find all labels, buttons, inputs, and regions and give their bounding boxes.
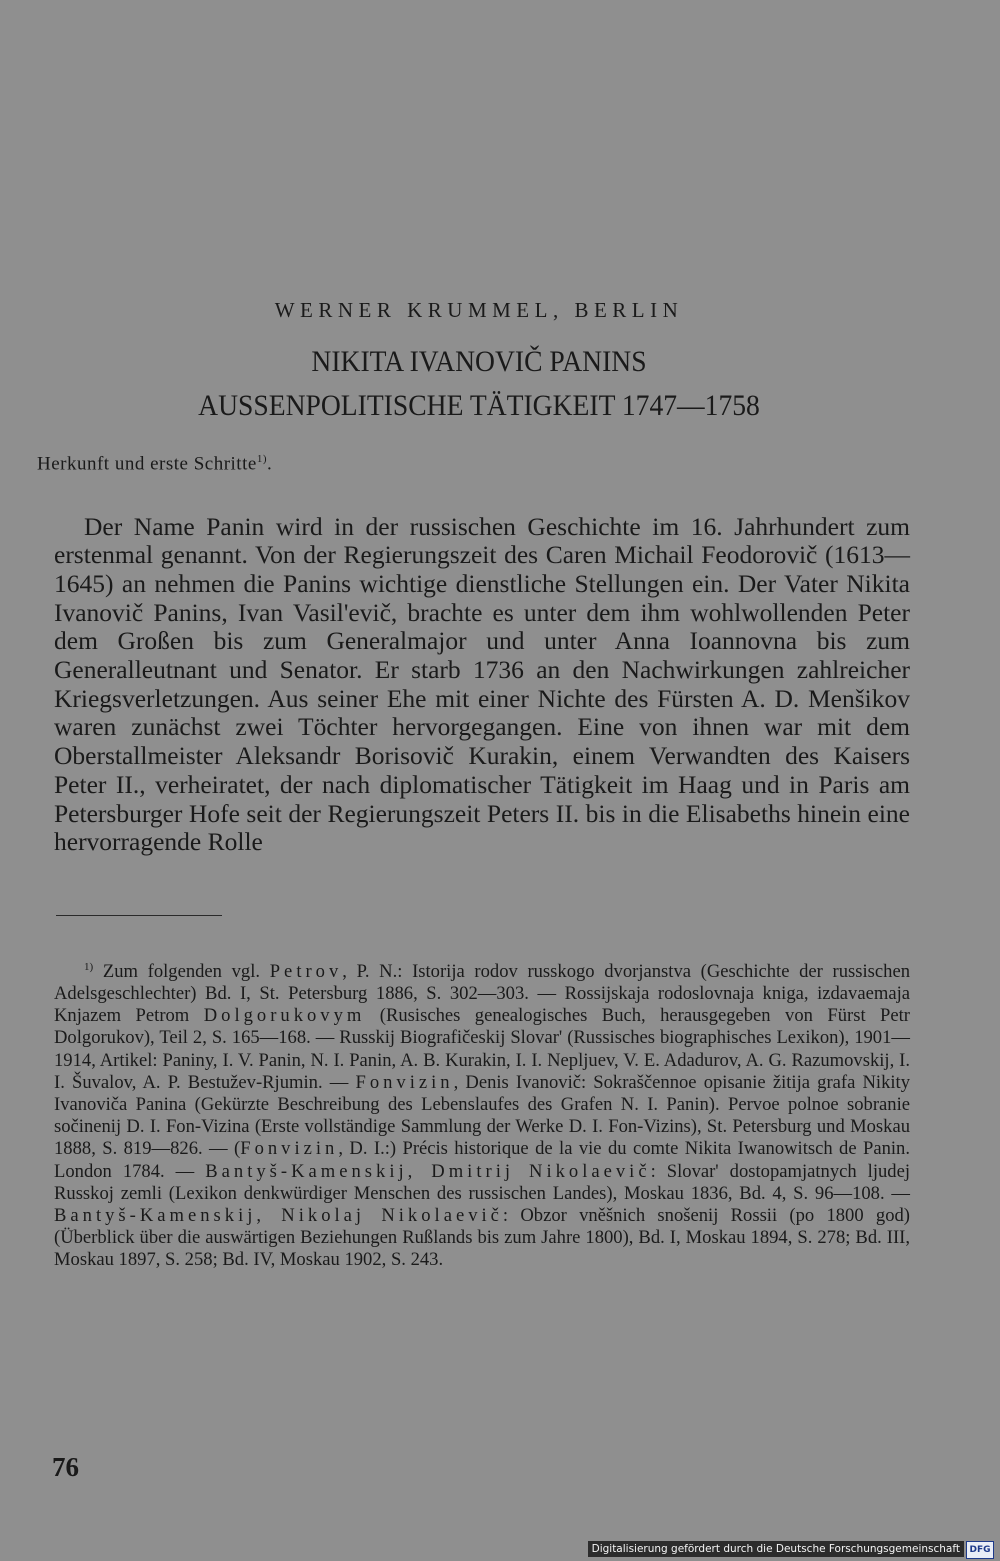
page-number: 76 <box>52 1452 79 1482</box>
footnote-author-name: Petrov <box>269 960 343 982</box>
article-title <box>38 340 919 428</box>
digitization-credit: Digitalisierung gefördert durch die Deutsche Forschungsgemeinschaft <box>588 1541 964 1557</box>
footnote-text <box>54 961 910 1271</box>
dfg-logo-icon: DFG <box>966 1541 994 1559</box>
title-line-1: NIKITA IVANOVIČ PANINS <box>311 345 647 378</box>
footnote-segment: , Denis Ivanovič: Sokraščennoe opisanie žitija grafa Nikity Ivanoviča Panina (Gekürzte Beschreibung des Lebenslaufes des Grafen N. I. Panin). Pervoe polnoe sobranie sočinenij D. I. Fon-Vizina (Erste vollständige Sammlung der Werke D. I. Fon-Vizins), St. Petersburg und Moskau 1888, S. 819—826. — ( <box>54 1071 910 1160</box>
footnote-segment: , D. I.:) Précis historique de la vie du comte Nikita Iwanowitsch de Panin. London 1784. — <box>54 1138 911 1182</box>
footnote-marker: 1) <box>84 960 94 973</box>
footnote-reference: 1) <box>256 453 267 465</box>
footnote-segment: , P. N.: Istorija rodov russkogo dvorjanstva (Geschichte der russischen Adelsgeschlechter) Bd. I, St. Petersburg 1886, S. 302—303. — Rossijskaja rodoslovnaja kniga, izdavaemaja Knjazem Petrom <box>54 960 910 1027</box>
footnote-divider <box>56 915 222 916</box>
section-heading: Herkunft und erste Schritte$^{1)}$. <box>37 453 273 475</box>
title-line-2: AUSSENPOLITISCHE TÄTIGKEIT 1747—1758 <box>198 389 760 422</box>
footnote-segment: (Rusisches genealogisches Buch, herausgegeben von Fürst Petr Dolgorukov), Teil 2, S. 165—168. — Russkij Biografičeskij Slovar' (Russisches biographisches Lexikon), 1901—1914, Artikel: Paniny, I. V. Panin, N. I. Panin, A. B. Kurakin, I. I. Nepljuev, V. E. Adadurov, A. G. Razumovskij, I. I. Šuvalov, A. P. Bestužev-Rjumin. — <box>54 1005 910 1093</box>
footnote-author-name: Fonvizin <box>240 1138 339 1160</box>
section-heading-text: Herkunft und erste Schritte <box>37 453 257 475</box>
footnote-author-name: Fonvizin <box>355 1071 454 1093</box>
footnote-segment: : Slovar' dostopamjatnych ljudej Russkoj zemli (Lexikon denkwürdiger Menschen des russischen Landes), Moskau 1836, Bd. 4, S. 96—108. — <box>54 1160 911 1204</box>
footnote-author-name: Bantyš-Kamenskij, Nikolaj Nikolaevič <box>54 1205 503 1227</box>
footnote-segment: : Obzor vněšnich snošenij Rossii (po 1800 god) (Überblick über die auswärtigen Beziehungen Rußlands bis zum Jahre 1800), Bd. I, Moskau 1894, S. 278; Bd. III, Moskau 1897, S. 258; Bd. IV, Moskau 1902, S. 243. <box>54 1205 910 1271</box>
footnote-author-name: Bantyš-Kamenskij, Dmitrij Nikolaevič <box>205 1160 651 1182</box>
footnote <box>54 956 910 1272</box>
footnote-segment: Zum folgenden vgl. <box>102 960 270 982</box>
body-paragraph: Der Name Panin wird in der russischen Geschichte im 16. Jahrhundert zum erstenmal genannt. Von der Regierungszeit des Caren Michail Feodorovič (1613—1645) an nehmen die Panins wichtige dienstliche Stellungen ein. Der Vater Nikita Ivanovič Panins, Ivan Vasil'evič, brachte es unter dem ihm wohlwollenden Peter dem Großen bis zum Generalmajor und unter Anna Ioannovna bis zum Generalleutnant und Senator. Er starb 1736 an den Nachwirkungen zahlreicher Kriegsverletzungen. Aus seiner Ehe mit einer Nichte des Fürsten A. D. Menšikov waren zunächst zwei Töchter hervorgegangen. Eine von ihnen war mit dem Oberstallmeister Aleksandr Borisovič Kurakin, einem Verwandten des Kaisers Peter II., verheiratet, der nach diplomatischer Tätigkeit im Haag und in Paris am Petersburger Hofe seit der Regierungszeit Peters II. bis in die Elisabeths hinein eine hervorragende Rolle <box>54 511 910 857</box>
author-line: WERNER KRUMMEL, BERLIN <box>274 298 684 322</box>
footnote-author-name: Dolgorukovym <box>203 1005 366 1027</box>
